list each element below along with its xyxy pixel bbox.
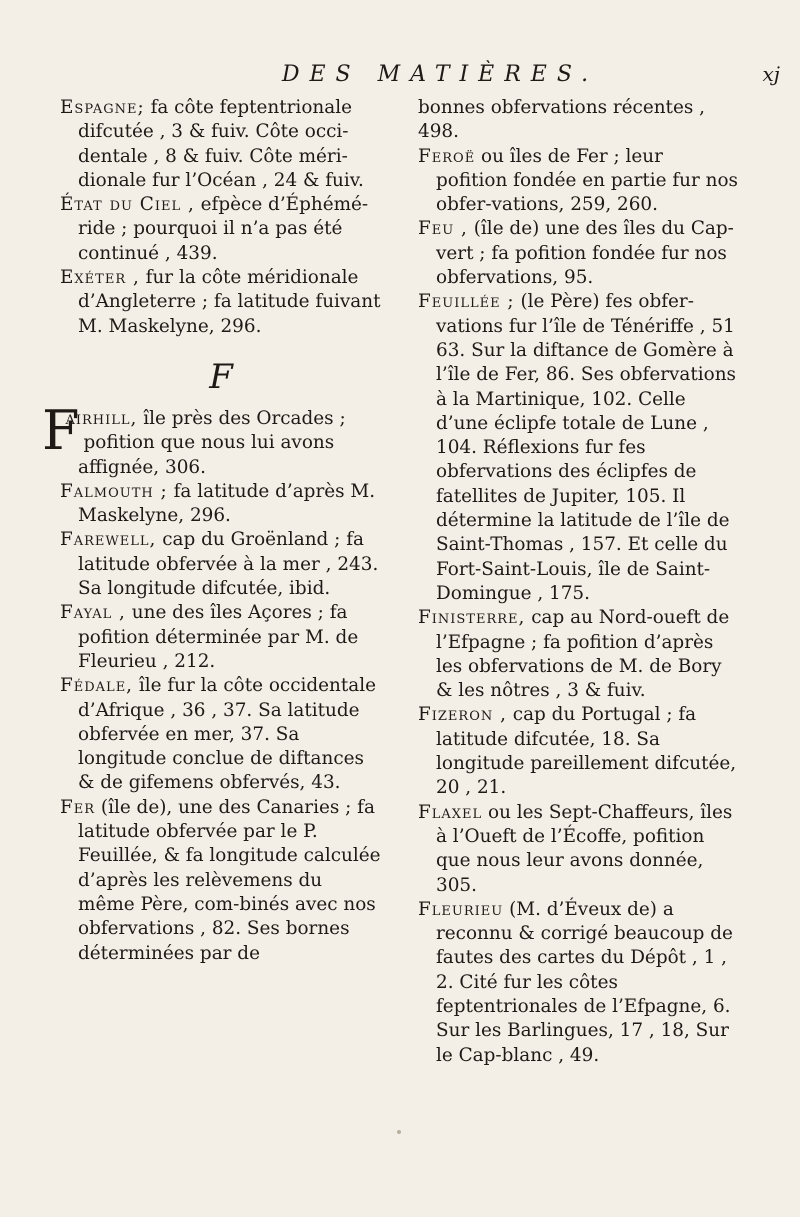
- right-column: [418, 96, 740, 1068]
- entry-headword: Exéter ,: [60, 267, 140, 289]
- entry-text: efpèce d’Éphémé-ride ; pourquoi il n’a pas été continué , 439.: [78, 194, 369, 264]
- index-entry-fayal: [60, 601, 382, 674]
- entry-headword: Farewell,: [60, 529, 157, 551]
- entry-headword: Fleurieu: [418, 898, 504, 920]
- entry-headword: Fer: [60, 796, 96, 818]
- entry-headword: Fizeron ,: [418, 704, 507, 726]
- index-entry-feu: [418, 217, 740, 290]
- index-entry-flaxel: [418, 801, 740, 898]
- entry-text: (M. d’Éveux de) a reconnu & corrigé beaucoup de fautes des cartes du Dépôt , 1 , 2. Cité fur les côtes feptentrionales de l’Efpagne, 6. Sur les Barlingues, 17 , 18, Sur le Cap-blanc , 49.: [436, 898, 733, 1066]
- entry-headword: Feroë: [418, 145, 476, 167]
- entry-text: cap du Groënland ; fa latitude obfervée à la mer , 243. Sa longitude difcutée, ibid.: [78, 529, 379, 600]
- index-entry-fedale: [60, 674, 382, 795]
- entry-text: une des îles Açores ; fa pofition déterminée par M. de Fleurieu , 212.: [78, 602, 359, 672]
- index-entry-fer: [60, 796, 382, 966]
- entry-text: (île de) une des îles du Cap-vert ; fa pofition fondée fur nos obfervations, 95.: [436, 218, 734, 289]
- index-entry-fleurieu: [418, 898, 740, 1068]
- entry-continuation: bonnes obfervations récentes , 498.: [418, 97, 705, 143]
- index-entry-exeter: [60, 266, 382, 339]
- entry-text: (le Père) fes obfer-vations fur l’île de Ténériffe , 51 63. Sur la diftance de Gomère à l’île de Fer, 86. Ses obfervations à la Martinique, 102. Celle d’une éclipfe totale de Lune , 104. Réflexions fur fes obfervations des éclipfes de fatellites de Jupiter, 105. Il détermine la latitude de l’île de Saint-Thomas , 157. Et celle du Fort-Saint-Louis, île de Saint-Domingue , 175.: [436, 291, 736, 604]
- entry-text: (île de), une des Canaries ; fa latitude obfervée par le P. Feuillée, & fa longitude calculée d’après les relèvemens du même Père, com-binés avec nos obfervations , 82. Ses bornes déterminées par de: [78, 796, 381, 964]
- entry-text: fa latitude d’après M. Maskelyne, 296.: [78, 480, 376, 527]
- paper-speck: [397, 1130, 401, 1134]
- entry-headword: Flaxel: [418, 801, 483, 823]
- index-entry-espagne: [60, 96, 382, 193]
- index-entry-feroe: [418, 145, 740, 218]
- entry-headword: Fédale,: [60, 675, 134, 697]
- entry-headword: Feuillée ;: [418, 291, 515, 313]
- entry-text: ou les Sept-Chaffeurs, îles à l’Oueft de l’Écoffe, pofition que nous leur avons donnée, 305.: [436, 801, 733, 896]
- index-entry-feuillee: [418, 290, 740, 606]
- section-letter-f: F: [209, 356, 233, 397]
- entry-headword: Falmouth ;: [60, 480, 168, 502]
- index-entry-fairhill: [42, 398, 382, 480]
- entry-headword: Espagne;: [60, 97, 145, 118]
- entry-text: cap au Nord-oueft de l’Efpagne ; fa pofition d’après les obfervations de M. de Bory & les nôtres , 3 & fuiv.: [436, 607, 730, 702]
- index-entry-fizeron: [418, 703, 740, 800]
- entry-text: fur la côte méridionale d’Angleterre ; fa latitude fuivant M. Maskelyne, 296.: [78, 267, 381, 337]
- entry-text: cap du Portugal ; fa latitude difcutée, 18. Sa longitude pareillement difcutée, 20 , 21.: [436, 704, 737, 799]
- running-title: DES MATIÈRES.: [281, 62, 599, 87]
- index-entry-etat-du-ciel: [60, 193, 382, 266]
- entry-headword: Feu ,: [418, 218, 468, 240]
- entry-text: île près des Orcades ; pofition que nous lui avons affignée, 306.: [78, 407, 346, 478]
- index-entry-finisterre: [418, 606, 740, 703]
- entry-text: île fur la côte occidentale d’Afrique , 36 , 37. Sa latitude obfervée en mer, 37. Sa longitude conclue de diftances & de gifemens obfervés, 43.: [78, 675, 377, 794]
- entry-text: ou îles de Fer ; leur pofition fondée en partie fur nos obfer-vations, 259, 260.: [436, 145, 738, 216]
- page-folio: xj: [762, 62, 780, 86]
- drop-cap: F: [42, 398, 80, 462]
- entry-headword: airhill,: [65, 407, 138, 429]
- running-header: [140, 62, 780, 87]
- entry-headword: Finisterre,: [418, 607, 526, 629]
- index-entry-falmouth: [60, 480, 382, 529]
- entry-headword: État du Ciel ,: [60, 194, 195, 216]
- left-column: [42, 96, 382, 966]
- entry-headword: Fayal ,: [60, 602, 126, 624]
- entry-text: fa côte feptentrionale difcutée , 3 & fuiv. Côte occi-dentale , 8 & fuiv. Côte méri-dionale fur l’Océan , 24 & fuiv.: [78, 97, 364, 191]
- index-entry-farewell: [60, 528, 382, 601]
